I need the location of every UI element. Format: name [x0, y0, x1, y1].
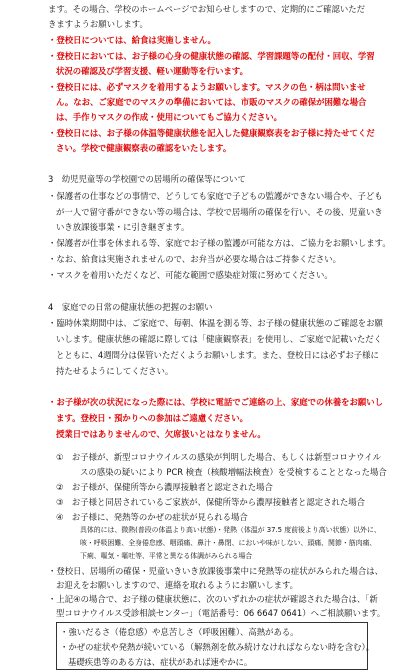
symptom-detail: 咳・呼吸困難、全身倦怠感、咽頭痛、鼻汁・鼻閉、においや味がしない、頭痛、関節・筋肉痛、 — [80, 539, 377, 547]
section3-line: いき放課後事業・に引き継ぎます。 — [56, 222, 190, 232]
section4-line: とともに、4週間分は保管いただくようお願いします。また、登校日には必ずお子様に — [56, 350, 379, 360]
notice-health-form-cont: さい。学校で健康観察表の確認をいたします。 — [56, 143, 232, 153]
notice-mask-cont: は、手作りマスクの作成・使用についてもご協力ください。 — [56, 112, 282, 122]
notice-mask: ・登校日には、必ずマスクを着用するようお願いします。マスクの色・柄は問いませ — [48, 82, 366, 92]
symptom-box-item: ・強いだるさ（倦怠感）や息苦しさ（呼吸困難）、高熱がある。 — [60, 627, 299, 637]
intro-line: ます。その場合、学校のホームページでお知らせしますので、定期的にご確認いただ — [48, 4, 365, 14]
section3-line: ・なお、給食は実施されませんので、お弁当が必要な場合はご持参ください。 — [48, 254, 341, 264]
symptom-box-item: 基礎疾患等のある方は、症状があれば速やかに。 — [68, 657, 253, 667]
section4-line: 持たせるようにしてください。 — [56, 366, 174, 376]
section4-line: ・上記④の場合で、お子様の健康状態に、次のいずれかの症状が確認された場合は、「新 — [48, 594, 378, 604]
notice-health-check: ・登校日においては、お子様の心身の健康状態の確認、学習課題等の配付・回収、学習 — [48, 51, 375, 61]
symptom-detail: 下痢、嘔気・嘔吐等、平常と異なる体調がみられる場合 — [80, 552, 253, 560]
intro-line: きますようお願いします。 — [48, 19, 148, 29]
condition-item: ② お子様が、保健所等から濃厚接触者と認定された場合 — [56, 482, 273, 492]
notice-health-check-cont: 状況の確認及び学習支援、軽い運動等を行います。 — [56, 66, 248, 76]
condition-item: ① お子様が、新型コロナウイルスの感染が判明した場合、もしくは新型コロナウイル — [56, 452, 382, 462]
rest-notice-cont: 授業日ではありませんので、欠席扱いとはなりません。 — [56, 429, 266, 439]
section3-line: ・保護者の仕事などの事情で、どうしても家庭で子どもの監護ができない場合や、子ども — [48, 191, 383, 201]
symptom-box-item: ・かぜの症状や発熱が続いている（解熱剤を飲み続けなければならない時を含む）。 — [60, 642, 375, 652]
section4-line: 型コロナウイルス受診相談センター」（電話番号：06 6647 0641）へご相談願います。 — [56, 608, 386, 618]
section4-line: ・登校日、居場所の確保・児童いきいき放課後事業中に発熱等の症状がみられた場合は、 — [48, 566, 383, 576]
notice-no-lunch: ・登校日については、給食は実施しません。 — [48, 35, 216, 45]
section4-line: いします。健康状態の確認に際しては「健康観察表」を使用し、ご家庭で記載いただく — [56, 334, 382, 344]
rest-notice-cont: ます。登校日・預かりへの参加はご遠慮ください。 — [56, 413, 248, 423]
section4-heading: 4 家庭での日常の健康状態の把握のお願い — [48, 302, 213, 312]
condition-item-cont: スの感染の疑いにより PCR 検査（核酸増幅法検査）を受検することとなった場合 — [80, 467, 387, 477]
notice-mask-cont: ん。なお、ご家庭でのマスクの準備においては、市販のマスクの確保が困難な場合 — [56, 97, 367, 107]
rest-notice: ・お子様が次の状況になった際には、学校に電話でご連絡の上、家庭での休養をお願いし — [48, 397, 383, 407]
condition-item: ④ お子様に、発熱等のかぜの症状が見られる場合 — [56, 512, 248, 522]
section4-line: ・臨時休業期間中は、ご家庭で、毎朝、体温を測る等、お子様の健康状態のご確認をお願 — [48, 318, 383, 328]
symptom-detail: 具体的には、微熱(普段の体温より高い状態)・発熱（体温が 37.5 度前後より高い状態）以外に、 — [80, 526, 381, 534]
condition-item: ③ お子様と同居されているご家族が、保健所等から濃厚接触者と認定された場合 — [56, 497, 366, 507]
section4-line: お迎えをお願いしますので、連絡を取れるようにお願いします。 — [56, 580, 299, 590]
section3-line: ・保護者が仕事を休まれる等、家庭でお子様の監護が可能な方は、ご協力をお願いします。 — [48, 238, 391, 248]
notice-health-form: ・登校日には、お子様の体温等健康状態を記入した健康観察表をお子様に持たせてくだ — [48, 128, 375, 138]
section3-heading: 3 幼児児童等の学校園での居場所の確保等について — [48, 174, 246, 184]
section3-line: ・マスクを着用いただくなど、可能な範囲で感染症対策に努めてください。 — [48, 270, 333, 280]
section3-line: が一人で留守番ができない等の場合は、学校で居場所の確保を行い、その後、児童いき — [56, 207, 383, 217]
